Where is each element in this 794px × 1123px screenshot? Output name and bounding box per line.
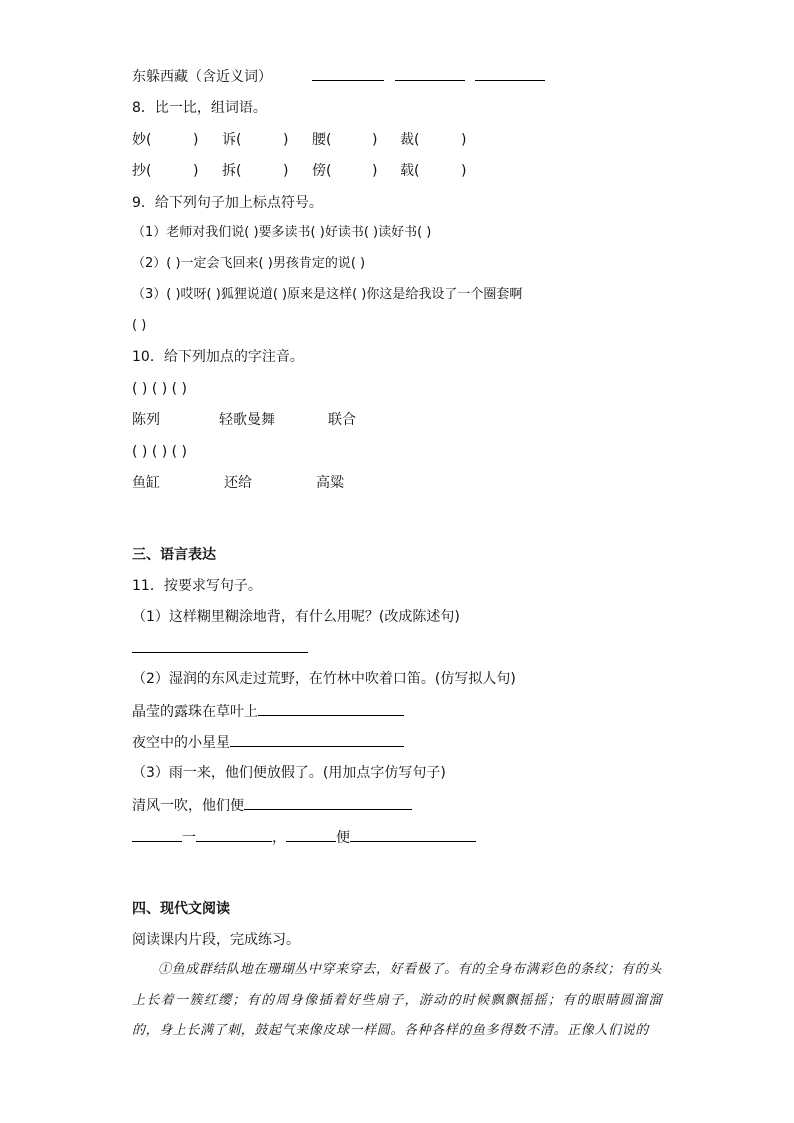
q11-comma-text: ， bbox=[272, 830, 286, 846]
q11-answer-blank-5[interactable] bbox=[132, 827, 182, 842]
q11-answer-blank-4[interactable] bbox=[244, 795, 412, 810]
q8-r1-c3: 腰( bbox=[312, 132, 332, 148]
q10-word-3: 联合 bbox=[328, 412, 356, 428]
reading-paragraph: ①鱼成群结队地在珊瑚丛中穿来穿去，好看极了。有的全身布满彩色的条纹；有的头上长着一簇红缨；有的周身像插着好些扇子，游动的时候飘飘摇摇；有的眼睛圆溜溜的，身上长满了刺，鼓起气来像皮球一样圆。各种各样的鱼多得数不清。正像人们说的 bbox=[132, 962, 662, 1038]
q8-r1-c4-close: ) bbox=[461, 132, 467, 148]
q8-r1-c3-close: ) bbox=[372, 132, 378, 148]
q10-word-1: 陈列 bbox=[132, 412, 160, 428]
q10-paren-row-2: ( ) ( ) ( ) bbox=[132, 444, 188, 460]
q8-title: 8．比一比，组词语。 bbox=[132, 100, 267, 116]
q7-blank-2[interactable] bbox=[395, 66, 465, 81]
q11-line-4 bbox=[132, 827, 476, 848]
q11-bian-text: 便 bbox=[336, 830, 350, 846]
q11-title: 11．按要求写句子。 bbox=[132, 578, 262, 594]
q10-paren-row-1: ( ) ( ) ( ) bbox=[132, 381, 188, 397]
section-3-title: 三、语言表达 bbox=[132, 547, 216, 563]
q11-part-2: （2）湿润的东风走过荒野，在竹林中吹着口笛。(仿写拟人句) bbox=[132, 671, 516, 687]
q11-line-1 bbox=[132, 701, 404, 722]
q11-part-1-answer bbox=[132, 638, 308, 659]
q11-answer-blank-2[interactable] bbox=[258, 701, 404, 716]
q11-line-2-text: 夜空中的小星星 bbox=[132, 735, 230, 751]
q8-r1-c2: 诉( bbox=[222, 132, 242, 148]
q9-sentence-3-cont: ( ) bbox=[132, 318, 147, 333]
q8-r1-c4: 裁( bbox=[400, 132, 420, 148]
q11-line-2 bbox=[132, 732, 404, 753]
q10-word-5: 还给 bbox=[224, 475, 252, 491]
q8-r1-c1: 妙( bbox=[132, 132, 152, 148]
q10-title: 10．给下列加点的字注音。 bbox=[132, 349, 304, 365]
q8-r2-c3-close: ) bbox=[372, 163, 378, 179]
q11-line-3-text: 清风一吹，他们便 bbox=[132, 798, 244, 814]
q11-line-1-text: 晶莹的露珠在草叶上 bbox=[132, 704, 258, 720]
section-4-title: 四、现代文阅读 bbox=[132, 901, 230, 917]
q9-sentence-1: （1）老师对我们说( )要多读书( )好读书( )读好书( ) bbox=[132, 225, 432, 240]
q8-r2-c1-close: ) bbox=[193, 163, 199, 179]
q11-part-3: （3）雨一来，他们便放假了。(用加点字仿写句子) bbox=[132, 765, 446, 781]
q9-sentence-2: （2）( )一定会飞回来( )男孩肯定的说( ) bbox=[132, 256, 366, 271]
q11-answer-blank-1[interactable] bbox=[132, 638, 308, 653]
q8-r2-c1: 抄( bbox=[132, 163, 152, 179]
q11-answer-blank-3[interactable] bbox=[230, 732, 404, 747]
q7-blank-1[interactable] bbox=[312, 66, 384, 81]
q11-answer-blank-6[interactable] bbox=[196, 827, 272, 842]
q9-sentence-3: （3）( )哎呀( )狐狸说道( )原来是这样( )你这是给我设了一个圈套啊 bbox=[132, 287, 523, 302]
q11-yi-text: 一 bbox=[182, 830, 196, 846]
q9-title: 9．给下列句子加上标点符号。 bbox=[132, 195, 323, 211]
q7-line bbox=[132, 66, 545, 87]
q8-r2-c2: 拆( bbox=[222, 163, 242, 179]
q11-line-3 bbox=[132, 795, 412, 816]
q7-text: 东躲西藏（含近义词） bbox=[132, 69, 272, 85]
q10-word-2: 轻歌曼舞 bbox=[219, 412, 275, 428]
q8-r1-c1-close: ) bbox=[193, 132, 199, 148]
q11-answer-blank-8[interactable] bbox=[350, 827, 476, 842]
q8-r2-c3: 傍( bbox=[312, 163, 332, 179]
q11-part-1: （1）这样糊里糊涂地背，有什么用呢？(改成陈述句) bbox=[132, 609, 460, 625]
q8-r1-c2-close: ) bbox=[283, 132, 289, 148]
q8-r2-c4: 载( bbox=[400, 163, 420, 179]
q7-blank-3[interactable] bbox=[475, 66, 545, 81]
q8-r2-c2-close: ) bbox=[283, 163, 289, 179]
q10-word-6: 高粱 bbox=[316, 475, 344, 491]
q10-word-4: 鱼缸 bbox=[132, 475, 160, 491]
q8-r2-c4-close: ) bbox=[461, 163, 467, 179]
reading-intro: 阅读课内片段，完成练习。 bbox=[132, 932, 300, 948]
q11-answer-blank-7[interactable] bbox=[286, 827, 336, 842]
